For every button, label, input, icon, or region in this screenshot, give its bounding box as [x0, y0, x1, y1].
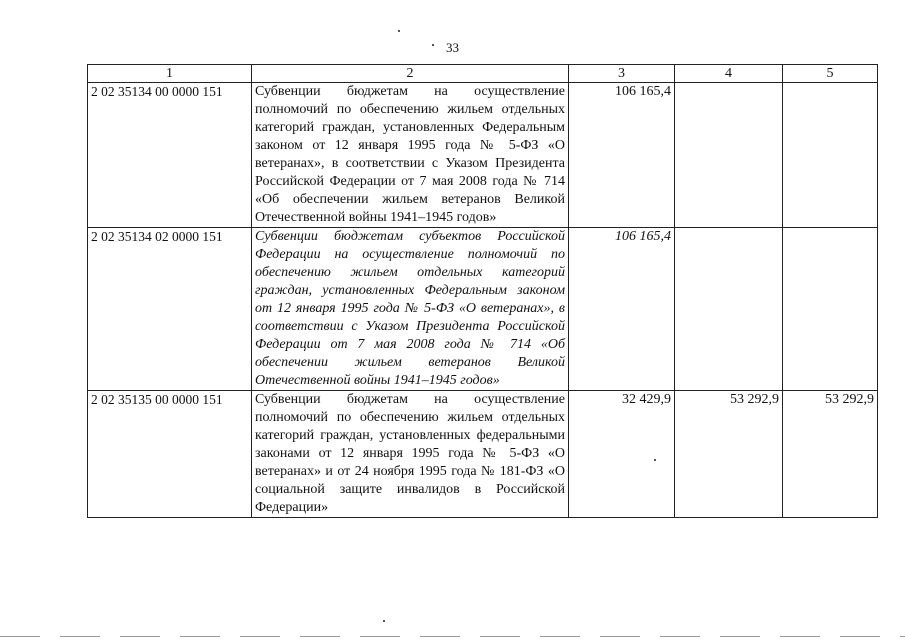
column-header-1: 1: [88, 65, 252, 83]
amount-col3: 32 429,9: [569, 391, 675, 518]
budget-code: 2 02 35134 00 0000 151: [88, 83, 252, 228]
scan-speck: [654, 459, 656, 461]
table-header-row: [88, 65, 878, 83]
column-header-5: 5: [783, 65, 878, 83]
table-row: [88, 83, 878, 228]
row-description: Субвенции бюджетам на осуществление полномочий по обеспечению жильем отдельных категорий граждан, установленных Федеральным законом от 12 января 1995 года № 5-ФЗ «О ветеранах», в соответствии с Указом Президента Российской Федерации от 7 мая 2008 года № 714 «Об обеспечении жильем ветеранов Великой Отечественной войны 1941–1945 годов»: [252, 83, 569, 228]
page-number: 33: [446, 40, 459, 55]
budget-code: 2 02 35134 02 0000 151: [88, 228, 252, 391]
table-row: [88, 391, 878, 518]
column-header-3: 3: [569, 65, 675, 83]
row-description: Субвенции бюджетам субъектов Российской Федерации на осуществление полномочий по обеспечению жильем отдельных категорий граждан, установленных Федеральным законом от 12 января 1995 года № 5-ФЗ «О ветеранах», в соответствии с Указом Президента Российской Федерации от 7 мая 2008 года № 714 «Об обеспечении жильем ветеранов Великой Отечественной войны 1941–1945 годов»: [252, 228, 569, 391]
column-header-2: 2: [252, 65, 569, 83]
budget-table: [87, 64, 878, 518]
amount-col4: [675, 83, 783, 228]
scan-speck: [398, 30, 400, 32]
amount-col5: [783, 228, 878, 391]
amount-col3: 106 165,4: [569, 83, 675, 228]
row-description: Субвенции бюджетам на осуществление полномочий по обеспечению жильем отдельных категорий граждан, установленных федеральными законами от 12 января 1995 года № 5-ФЗ «О ветеранах» и от 24 ноября 1995 года № 181-ФЗ «О социальной защите инвалидов в Российской Федерации»: [252, 391, 569, 518]
column-header-4: 4: [675, 65, 783, 83]
scan-speck: [432, 44, 434, 46]
amount-col3: 106 165,4: [569, 228, 675, 391]
amount-col5: [783, 83, 878, 228]
amount-col4: 53 292,9: [675, 391, 783, 518]
budget-code: 2 02 35135 00 0000 151: [88, 391, 252, 518]
table-row: [88, 228, 878, 391]
scan-edge-artifact: [0, 636, 905, 637]
amount-col5: 53 292,9: [783, 391, 878, 518]
amount-col4: [675, 228, 783, 391]
scan-speck: [383, 620, 385, 622]
